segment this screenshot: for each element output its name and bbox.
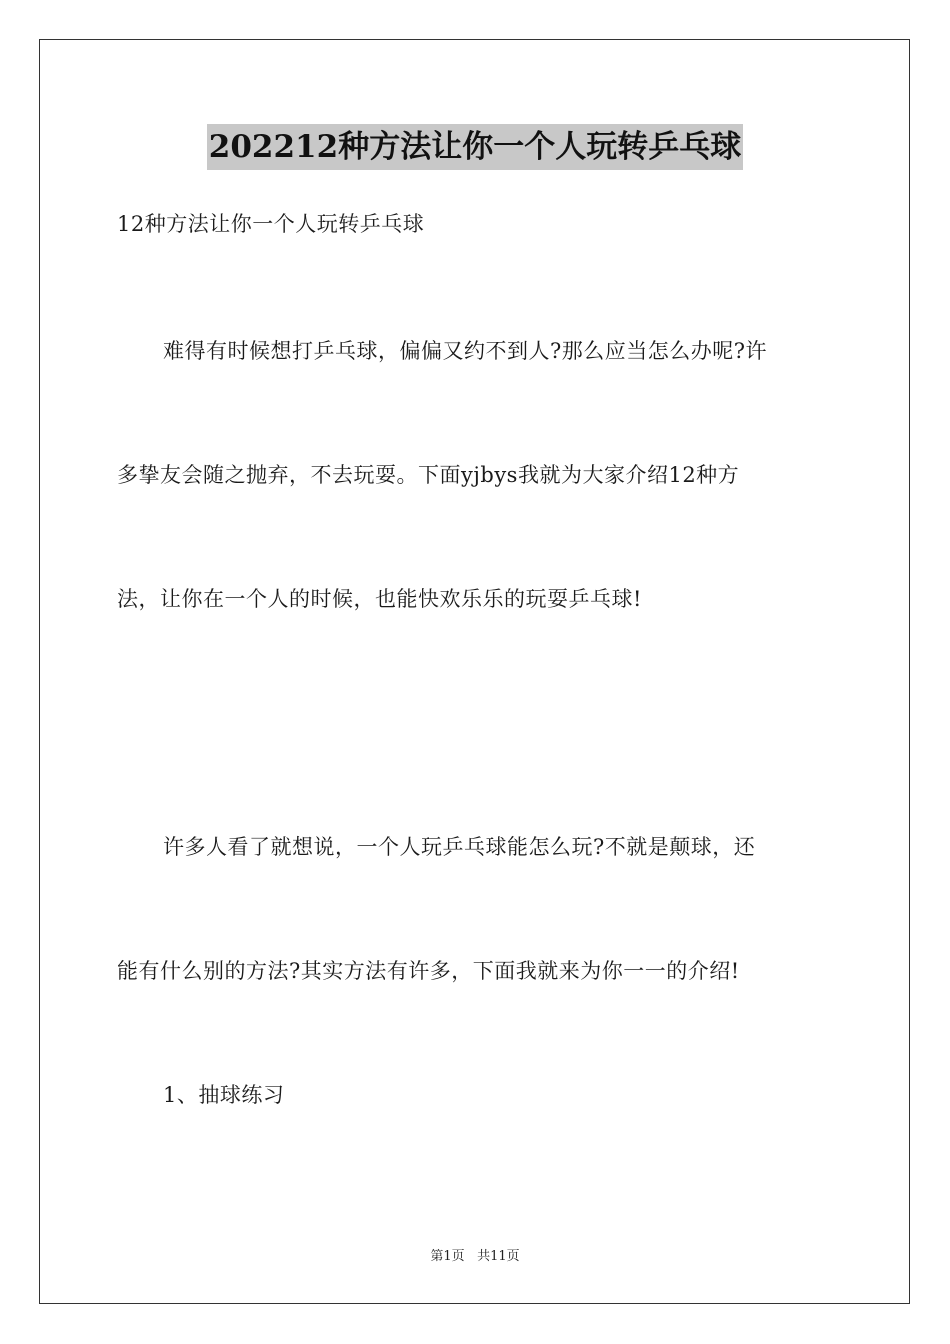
title-container — [0, 124, 950, 170]
paragraph-line: 许多人看了就想说，一个人玩乒乓球能怎么玩?不就是颠球，还 — [163, 835, 756, 859]
document-title: 202212种方法让你一个人玩转乒乓球 — [207, 124, 743, 170]
paragraph-line: 法，让你在一个人的时候，也能快欢乐乐的玩耍乒乓球! — [117, 587, 642, 611]
page-total: 共11页 — [477, 1249, 520, 1264]
paragraph-line: 多挚友会随之抛弃，不去玩耍。下面yjbys我就为大家介绍12种方 — [117, 463, 740, 487]
paragraph-line: 能有什么别的方法?其实方法有许多，下面我就来为你一一的介绍! — [117, 959, 740, 983]
document-subtitle: 12种方法让你一个人玩转乒乓球 — [117, 212, 425, 236]
section-heading: 1、抽球练习 — [163, 1083, 285, 1107]
page-number: 第1页 — [430, 1249, 465, 1264]
page-footer — [0, 1247, 950, 1267]
paragraph-line: 难得有时候想打乒乓球，偏偏又约不到人?那么应当怎么办呢?许 — [163, 339, 768, 363]
